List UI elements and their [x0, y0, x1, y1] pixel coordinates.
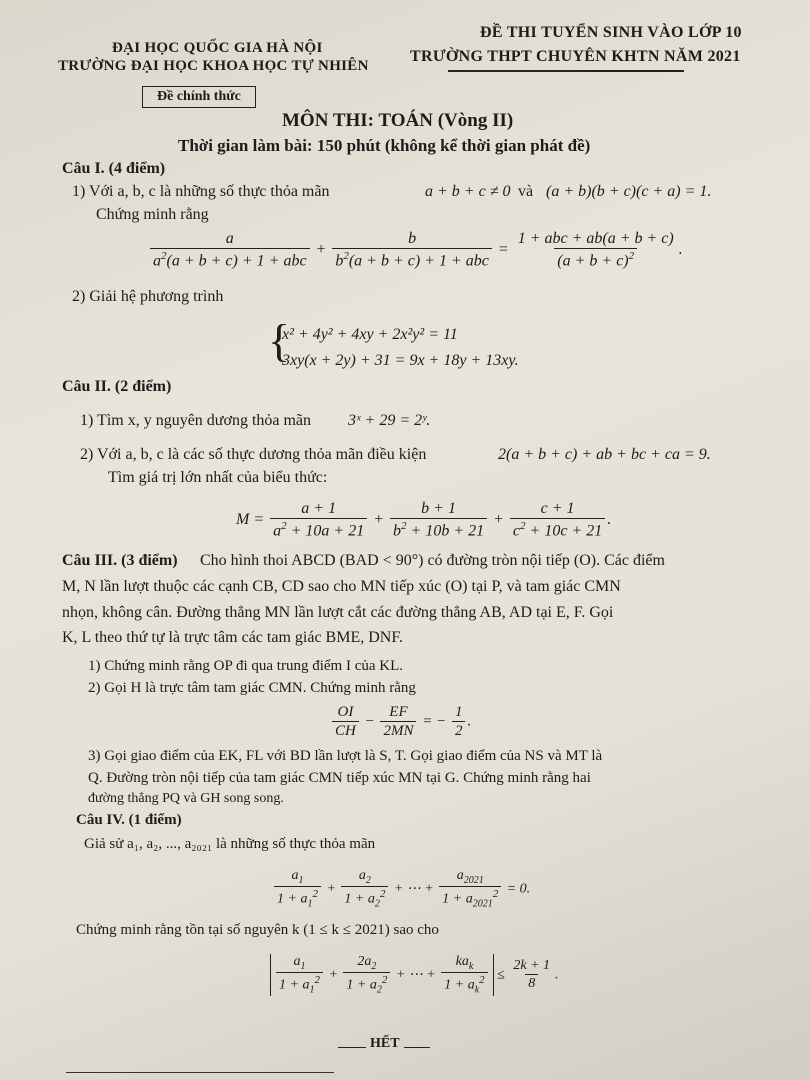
- q2-p2-eq: 2(a + b + c) + ab + bc + ca = 9.: [498, 446, 711, 463]
- exam-type: ĐỀ THI TUYỂN SINH VÀO LỚP 10: [480, 24, 742, 41]
- q3-p2: 2) Gọi H là trực tâm tam giác CMN. Chứng minh rằng: [88, 680, 416, 696]
- faculty-name: TRƯỜNG ĐẠI HỌC KHOA HỌC TỰ NHIÊN: [58, 58, 369, 74]
- end-marker: HẾT: [370, 1036, 400, 1051]
- exam-time: Thời gian làm bài: 150 phút (không kể thời gian phát đề): [178, 136, 591, 155]
- system-brace: {: [268, 315, 291, 366]
- q3-p3-line1: 3) Gọi giao điểm của EK, FL với BD lần lượt là S, T. Gọi giao điểm của NS và MT là: [88, 748, 603, 764]
- q4-intro: Giả sử a₁, a₂, ..., a₂₀₂₁ là những số thực thỏa mãn: [84, 836, 376, 852]
- q4-condition: $\frac{a_1}{1 + a_1^2}$ + $\frac{a_2}{1 + a_2^2}$ + ⋯ + $\frac{a_{2021}}{1 + a_{2021}^2}$ = 0.: [272, 868, 530, 910]
- q1-heading: Câu I. (4 điểm): [62, 160, 166, 177]
- q1-identity: $\frac{a}{a^2(a + b + c) + 1 + abc}$ + $\frac{b}{b^2(a + b + c) + 1 + abc}$ = $\frac{\text{1 + abc + ab(a + b + c)}}{(a + b + c)^2}$ .: [148, 230, 683, 271]
- q3-line2: M, N lần lượt thuộc các cạnh CB, CD sao cho MN tiếp xúc (O) tại P, và tam giác CMN: [62, 578, 621, 595]
- q1-p1-and: và: [518, 183, 534, 200]
- header-underline: [448, 70, 684, 72]
- q1-p1-cond1: a + b + c ≠ 0: [425, 183, 511, 200]
- q2-heading: Câu II. (2 điểm): [62, 378, 172, 395]
- q1-p1-cond2: (a + b)(b + c)(c + a) = 1.: [546, 183, 712, 200]
- q3-p3-line2: Q. Đường tròn nội tiếp của tam giác CMN tiếp xúc MN tại G. Chứng minh rằng hai: [88, 770, 591, 786]
- q2-p2-find: Tìm giá trị lớn nhất của biểu thức:: [108, 469, 328, 486]
- bottom-rule: [66, 1072, 334, 1073]
- q4-heading: Câu IV. (1 điểm): [76, 812, 182, 828]
- q3-p1: 1) Chứng minh rằng OP đi qua trung điểm I của KL.: [88, 658, 404, 674]
- q3-heading: Câu III. (3 điểm): [62, 552, 178, 569]
- system-eq1: x² + 4y² + 4xy + 2x²y² = 11: [282, 326, 458, 343]
- end-dash-left: [338, 1047, 366, 1048]
- system-eq2: 3xy(x + 2y) + 31 = 9x + 18y + 13xy.: [282, 352, 519, 369]
- end-dash-right: [404, 1047, 430, 1048]
- q1-prove-label: Chứng minh rằng: [96, 206, 209, 223]
- q3-line1: Cho hình thoi ABCD (BAD < 90°) có đường tròn nội tiếp (O). Các điểm: [200, 552, 665, 569]
- q2-p1: 1) Tìm x, y nguyên dương thỏa mãn: [80, 412, 312, 429]
- q2-p1-eq: 3ˣ + 29 = 2ʸ.: [348, 412, 431, 429]
- exam-subject: MÔN THI: TOÁN (Vòng II): [282, 110, 514, 131]
- q4-inequality: $\frac{a_1}{1 + a_1^2}$ + $\frac{2a_2}{1 + a_2^2}$ + ⋯ + $\frac{ka_k}{1 + a_k^2}$ ≤ $\frac{2k + 1}{8}$ .: [270, 954, 559, 996]
- q1-p2-intro: 2) Giải hệ phương trình: [72, 288, 224, 305]
- q3-line3: nhọn, không cân. Đường thẳng MN lần lượt cắt các đường thẳng AB, AD tại E, F. Gọi: [62, 604, 614, 621]
- q2-p2: 2) Với a, b, c là các số thực dương thỏa mãn điều kiện: [80, 446, 427, 463]
- q3-line4: K, L theo thứ tự là trực tâm các tam giác BME, DNF.: [62, 629, 403, 646]
- official-stamp: Đề chính thức: [142, 86, 256, 108]
- university-name: ĐẠI HỌC QUỐC GIA HÀ NỘI: [112, 40, 323, 56]
- q2-expression: M = $\frac{a + 1}{a^2 + 10a + 21}$ + $\frac{b + 1}{b^2 + 10b + 21}$ + $\frac{c + 1}{c^2 + 10c + 21}$ .: [236, 500, 612, 540]
- q4-prove: Chứng minh rằng tồn tại số nguyên k (1 ≤ k ≤ 2021) sao cho: [76, 922, 439, 938]
- q1-p1-intro: 1) Với a, b, c là những số thực thỏa mãn: [72, 183, 330, 200]
- q3-p3-line3: đường thẳng PQ và GH song song.: [88, 791, 284, 806]
- q3-ratio-equation: $\frac{OI}{CH}$ − $\frac{EF}{2MN}$ = − $\frac{1}{2}$ .: [330, 704, 471, 741]
- school-year: TRƯỜNG THPT CHUYÊN KHTN NĂM 2021: [410, 48, 741, 65]
